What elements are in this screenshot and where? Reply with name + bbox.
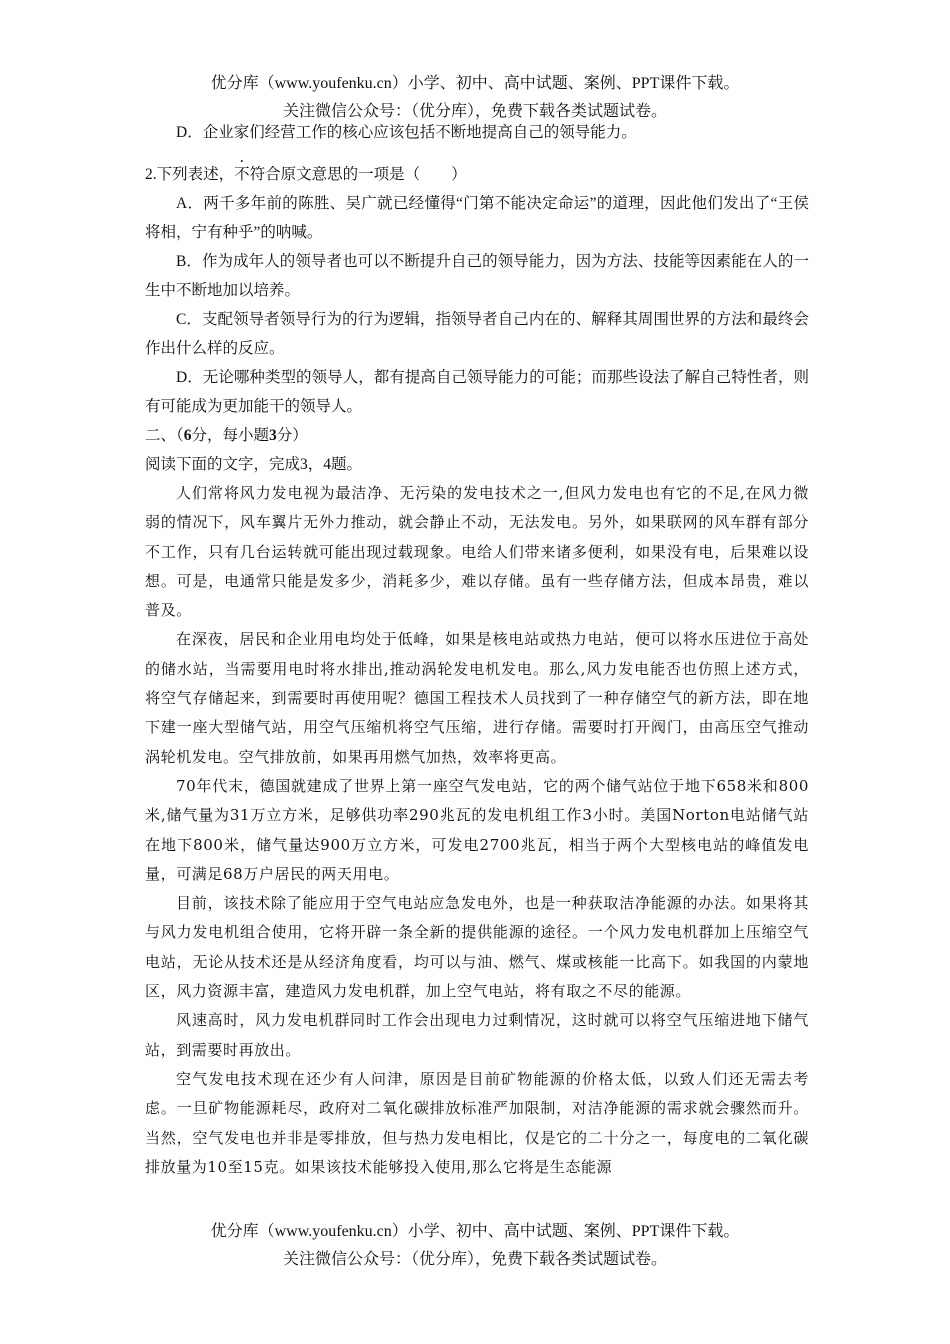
passage-paragraph-5: 风速高时，风力发电机群同时工作会出现电力过剩情况，这时就可以将空气压缩进地下储气站，到需要时再放出。 — [145, 1011, 809, 1059]
header-line-2: 关注微信公众号：（优分库），免费下载各类试题试卷。 — [282, 103, 667, 120]
section-2-each-score: 3 — [269, 427, 277, 444]
passage-paragraph-1: 人们常将风力发电视为最洁净、无污染的发电技术之一,但风力发电也有它的不足,在风力微弱的情况下，风车翼片无外力推动，就会静止不动，无法发电。另外，如果联网的风车群有部分不工作，只有几台运转就可能出现过载现象。电给人们带来诸多便利，如果没有电，后果难以设想。可是，电通常只能是发多少，消耗多少，难以存储。虽有一些存储方法，但成本昂贵，难以普及。 — [145, 484, 809, 620]
section-2-instruction: 阅读下面的文字，完成3，4题。 — [145, 456, 363, 473]
passage-paragraph-4: 目前，该技术除了能应用于空气电站应急发电外，也是一种获取洁净能源的办法。如果将其与风力发电机组合使用，它将开辟一条全新的提供能源的途径。一个风力发电机群加上压缩空气电站，无论从技术还是从经济角度看，均可以与油、燃气、煤或核能一比高下。如我国的内蒙地区，风力资源丰富，建造风力发电机群，加上空气电站，将有取之不尽的能源。 — [145, 894, 809, 1001]
header-line-1: 优分库（www.youfenku.cn）小学、初中、高中试题、案例、PPT课件下载。 — [210, 75, 740, 92]
page-footer — [0, 1218, 950, 1274]
q2-stem-before: 2.下列表述， — [145, 166, 235, 183]
reading-passage — [145, 479, 809, 1182]
q2-option-b: B．作为成年人的领导者也可以不断提升自己的领导能力，因为方法、技能等因素能在人的一生中不断地加以培养。 — [145, 253, 809, 299]
section-2-heading-suffix: 分） — [276, 427, 308, 444]
footer-line-2: 关注微信公众号：（优分库），免费下载各类试题试卷。 — [282, 1251, 667, 1268]
footer-line-1: 优分库（www.youfenku.cn）小学、初中、高中试题、案例、PPT课件下载。 — [210, 1223, 740, 1240]
q2-stem-after: 符合原文意思的一项是（ ） — [249, 166, 467, 183]
q2-stem-emphasis: 不 — [234, 166, 250, 183]
q2-option-d: D．无论哪种类型的领导人，都有提高自己领导能力的可能；而那些设法了解自己特性者，则有可能成为更加能干的领导人。 — [145, 369, 809, 415]
section-2-heading — [145, 421, 809, 450]
passage-paragraph-3: 70年代末，德国就建成了世界上第一座空气发电站，它的两个储气站位于地下658米和800米,储气量为31万立方米，足够供功率290兆瓦的发电机组工作3小时。美国Norton电站储气站在地下800米，储气量达900万立方米，可发电2700兆瓦，相当于两个大型核电站的峰值发电量，可满足68万户居民的两天用电。 — [145, 776, 809, 883]
passage-paragraph-6: 空气发电技术现在还少有人问津，原因是目前矿物能源的价格太低，以致人们还无需去考虑。一旦矿物能源耗尽，政府对二氧化碳排放标准严加限制，对洁净能源的需求就会骤然而升。当然，空气发电也并非是零排放，但与热力发电相比，仅是它的二十分之一，每度电的二氧化碳排放量为10至15克。如果该技术能够投入使用,那么它将是生态能源 — [145, 1069, 809, 1176]
section-2-heading-mid: 分，每小题 — [191, 427, 270, 444]
q1-option-d: D．企业家们经营工作的核心应该包括不断地提高自己的领导能力。 — [176, 124, 637, 141]
section-2-heading-prefix: 二、（ — [145, 427, 184, 444]
section-2-score: 6 — [183, 427, 192, 444]
page-content — [145, 118, 809, 1182]
passage-paragraph-2: 在深夜，居民和企业用电均处于低峰，如果是核电站或热力电站，便可以将水压进位于高处的储水站，当需要用电时将水排出,推动涡轮发电机发电。那么,风力发电能否也仿照上述方式，将空气存储起来，到需要时再使用呢？德国工程技术人员找到了一种存储空气的新方法，即在地下建一座大型储气站，用空气压缩机将空气压缩，进行存储。需要时打开阀门，由高压空气推动涡轮机发电。空气排放前，如果再用燃气加热，效率将更高。 — [145, 630, 809, 766]
q2-option-a: A．两千多年前的陈胜、吴广就已经懂得“门第不能决定命运”的道理，因此他们发出了“王侯将相，宁有种乎”的呐喊。 — [145, 195, 809, 241]
q2-option-c: C．支配领导者领导行为的行为逻辑，指领导者自己内在的、解释其周围世界的方法和最终会作出什么样的反应。 — [145, 311, 809, 357]
question-2-stem — [145, 157, 809, 189]
